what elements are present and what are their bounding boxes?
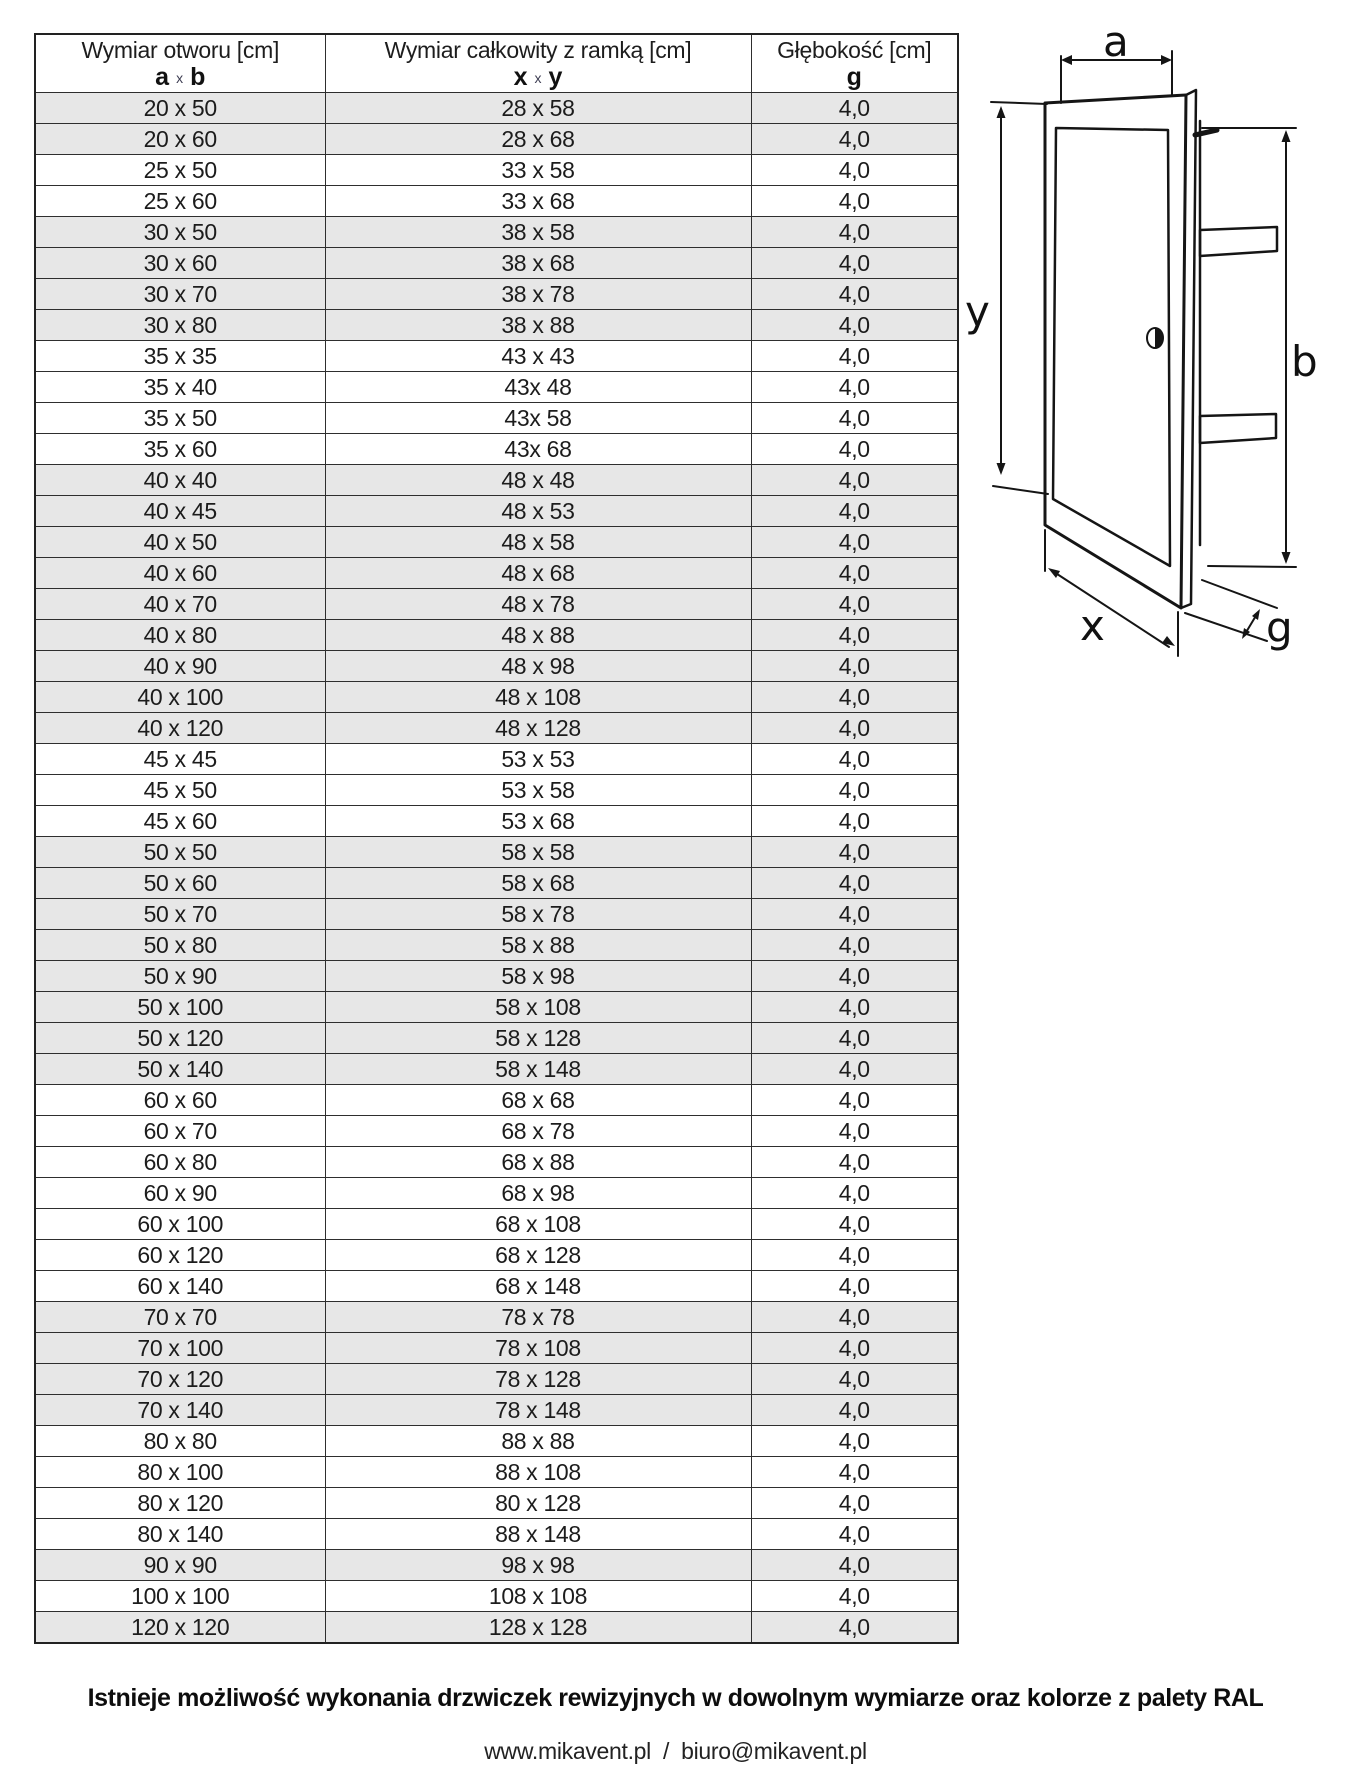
dim-x-line	[1054, 572, 1169, 647]
cell-depth: 4,0	[751, 558, 958, 589]
dim-y-extensions	[991, 102, 1048, 494]
cell-total: 38 x 68	[325, 248, 751, 279]
table-row	[35, 527, 958, 558]
cell-depth: 4,0	[751, 341, 958, 372]
cell-total: 48 x 98	[325, 651, 751, 682]
cell-depth: 4,0	[751, 93, 958, 124]
table-header	[35, 34, 958, 93]
table-row	[35, 806, 958, 837]
table-row	[35, 341, 958, 372]
table-row	[35, 992, 958, 1023]
cell-depth: 4,0	[751, 744, 958, 775]
arrowhead	[1061, 55, 1072, 65]
cell-depth: 4,0	[751, 651, 958, 682]
cell-total: 43 x 43	[325, 341, 751, 372]
cell-total: 78 x 128	[325, 1364, 751, 1395]
cell-depth: 4,0	[751, 1395, 958, 1426]
cell-depth: 4,0	[751, 1271, 958, 1302]
table-body	[35, 93, 958, 1644]
cell-opening: 40 x 70	[35, 589, 325, 620]
cell-total: 38 x 58	[325, 217, 751, 248]
latch-tab-top	[1200, 227, 1277, 256]
cell-opening: 70 x 140	[35, 1395, 325, 1426]
table-row	[35, 868, 958, 899]
cell-depth: 4,0	[751, 837, 958, 868]
cell-total: 48 x 88	[325, 620, 751, 651]
cell-depth: 4,0	[751, 1116, 958, 1147]
cell-opening: 40 x 120	[35, 713, 325, 744]
cell-total: 98 x 98	[325, 1550, 751, 1581]
cell-total: 28 x 58	[325, 93, 751, 124]
cell-total: 33 x 68	[325, 186, 751, 217]
cell-depth: 4,0	[751, 372, 958, 403]
cell-depth: 4,0	[751, 155, 958, 186]
table-row	[35, 775, 958, 806]
dim-letter-b: b	[190, 63, 206, 91]
cell-depth: 4,0	[751, 1519, 958, 1550]
dim-g-extensions	[1185, 580, 1277, 641]
cell-opening: 80 x 140	[35, 1519, 325, 1550]
cell-opening: 45 x 45	[35, 744, 325, 775]
cell-depth: 4,0	[751, 1085, 958, 1116]
table-row	[35, 930, 958, 961]
cell-total: 68 x 88	[325, 1147, 751, 1178]
latch-tab-bottom	[1200, 414, 1276, 443]
table-row	[35, 589, 958, 620]
cell-total: 68 x 148	[325, 1271, 751, 1302]
cell-opening: 50 x 120	[35, 1023, 325, 1054]
dim-x-label: x	[1080, 601, 1105, 650]
cell-total: 58 x 68	[325, 868, 751, 899]
cell-depth: 4,0	[751, 496, 958, 527]
cell-opening: 70 x 70	[35, 1302, 325, 1333]
cell-depth: 4,0	[751, 1581, 958, 1612]
cell-total: 48 x 128	[325, 713, 751, 744]
cell-depth: 4,0	[751, 434, 958, 465]
table-row	[35, 1333, 958, 1364]
table-row	[35, 1426, 958, 1457]
separator: /	[662, 1738, 670, 1764]
cell-total: 48 x 58	[325, 527, 751, 558]
cell-total: 38 x 78	[325, 279, 751, 310]
table-row	[35, 155, 958, 186]
table-row	[35, 1054, 958, 1085]
cell-opening: 70 x 100	[35, 1333, 325, 1364]
cell-total: 48 x 48	[325, 465, 751, 496]
table-row	[35, 1147, 958, 1178]
table-row	[35, 279, 958, 310]
dimensions-table	[34, 33, 959, 1644]
dim-g-label: g	[1266, 603, 1293, 652]
cell-total: 48 x 78	[325, 589, 751, 620]
table-row	[35, 1457, 958, 1488]
table-row	[35, 682, 958, 713]
dim-letter-g: g	[846, 63, 862, 91]
cell-opening: 40 x 45	[35, 496, 325, 527]
cell-opening: 25 x 60	[35, 186, 325, 217]
cell-total: 53 x 68	[325, 806, 751, 837]
table-row	[35, 1550, 958, 1581]
table-row	[35, 1116, 958, 1147]
cell-total: 68 x 68	[325, 1085, 751, 1116]
table-row	[35, 1178, 958, 1209]
cell-depth: 4,0	[751, 217, 958, 248]
cell-opening: 25 x 50	[35, 155, 325, 186]
cell-opening: 45 x 50	[35, 775, 325, 806]
arrowhead	[997, 106, 1006, 118]
cell-total: 38 x 88	[325, 310, 751, 341]
cell-opening: 50 x 100	[35, 992, 325, 1023]
table-row	[35, 1085, 958, 1116]
cell-opening: 50 x 70	[35, 899, 325, 930]
cell-depth: 4,0	[751, 775, 958, 806]
table-row	[35, 1240, 958, 1271]
table-row	[35, 1364, 958, 1395]
table-row	[35, 310, 958, 341]
cell-total: 68 x 78	[325, 1116, 751, 1147]
cell-depth: 4,0	[751, 186, 958, 217]
table-row	[35, 465, 958, 496]
cell-opening: 30 x 50	[35, 217, 325, 248]
cell-depth: 4,0	[751, 248, 958, 279]
cell-total: 43x 68	[325, 434, 751, 465]
arrowhead	[1242, 628, 1250, 639]
cell-depth: 4,0	[751, 1054, 958, 1085]
table-row	[35, 1023, 958, 1054]
times-symbol: x	[534, 70, 542, 86]
door-frame-outline	[1045, 95, 1186, 608]
cell-total: 48 x 53	[325, 496, 751, 527]
table-row	[35, 837, 958, 868]
cell-opening: 20 x 50	[35, 93, 325, 124]
email-link[interactable]: biuro@mikavent.pl	[681, 1738, 867, 1764]
cell-opening: 40 x 60	[35, 558, 325, 589]
cell-depth: 4,0	[751, 124, 958, 155]
table-row	[35, 186, 958, 217]
cell-total: 58 x 98	[325, 961, 751, 992]
arrowhead	[997, 463, 1006, 475]
table-row	[35, 1209, 958, 1240]
cell-depth: 4,0	[751, 1023, 958, 1054]
cell-opening: 60 x 80	[35, 1147, 325, 1178]
cell-opening: 35 x 40	[35, 372, 325, 403]
cell-opening: 80 x 80	[35, 1426, 325, 1457]
column-title: Wymiar otworu [cm]	[81, 37, 280, 63]
cell-depth: 4,0	[751, 279, 958, 310]
cell-total: 43x 58	[325, 403, 751, 434]
cell-total: 28 x 68	[325, 124, 751, 155]
cell-opening: 120 x 120	[35, 1612, 325, 1644]
cell-total: 48 x 108	[325, 682, 751, 713]
dim-a-label: a	[1103, 18, 1129, 66]
cell-total: 78 x 78	[325, 1302, 751, 1333]
cell-depth: 4,0	[751, 992, 958, 1023]
cell-total: 58 x 128	[325, 1023, 751, 1054]
cell-total: 108 x 108	[325, 1581, 751, 1612]
table-row	[35, 1488, 958, 1519]
cell-opening: 70 x 120	[35, 1364, 325, 1395]
cell-opening: 50 x 60	[35, 868, 325, 899]
dim-letter-y: y	[548, 63, 563, 91]
cell-opening: 30 x 80	[35, 310, 325, 341]
cell-depth: 4,0	[751, 868, 958, 899]
table-row	[35, 1581, 958, 1612]
cell-total: 68 x 98	[325, 1178, 751, 1209]
times-symbol: x	[176, 70, 184, 86]
cell-total: 58 x 108	[325, 992, 751, 1023]
cell-depth: 4,0	[751, 527, 958, 558]
arrowhead	[1282, 552, 1291, 564]
table-row	[35, 961, 958, 992]
cell-depth: 4,0	[751, 620, 958, 651]
cell-total: 78 x 108	[325, 1333, 751, 1364]
table-row	[35, 1519, 958, 1550]
table-row	[35, 899, 958, 930]
cell-total: 58 x 58	[325, 837, 751, 868]
table-row	[35, 434, 958, 465]
cell-total: 58 x 78	[325, 899, 751, 930]
website-link[interactable]: www.mikavent.pl	[484, 1738, 651, 1764]
column-header-opening	[35, 34, 325, 93]
cell-depth: 4,0	[751, 1364, 958, 1395]
table-row	[35, 496, 958, 527]
table-row	[35, 651, 958, 682]
cell-depth: 4,0	[751, 1209, 958, 1240]
technical-diagram	[858, 18, 1351, 663]
cell-total: 68 x 128	[325, 1240, 751, 1271]
cell-opening: 90 x 90	[35, 1550, 325, 1581]
cell-total: 33 x 58	[325, 155, 751, 186]
table-row	[35, 620, 958, 651]
cell-depth: 4,0	[751, 1612, 958, 1644]
cell-opening: 60 x 100	[35, 1209, 325, 1240]
arrowhead	[1282, 130, 1291, 142]
cell-depth: 4,0	[751, 310, 958, 341]
column-subtitle	[36, 64, 325, 92]
arrowhead	[1252, 609, 1260, 620]
cell-opening: 50 x 90	[35, 961, 325, 992]
cell-opening: 60 x 90	[35, 1178, 325, 1209]
cell-depth: 4,0	[751, 1240, 958, 1271]
cell-opening: 60 x 60	[35, 1085, 325, 1116]
cell-total: 88 x 108	[325, 1457, 751, 1488]
cell-total: 68 x 108	[325, 1209, 751, 1240]
cell-opening: 60 x 70	[35, 1116, 325, 1147]
cell-total: 78 x 148	[325, 1395, 751, 1426]
cell-opening: 30 x 70	[35, 279, 325, 310]
cell-opening: 100 x 100	[35, 1581, 325, 1612]
cell-opening: 40 x 100	[35, 682, 325, 713]
arrowhead	[1048, 568, 1060, 578]
column-title: Wymiar całkowity z ramką [cm]	[384, 37, 692, 63]
cell-total: 43x 48	[325, 372, 751, 403]
custom-size-note: Istnieje możliwość wykonania drzwiczek rewizyjnych w dowolnym wymiarze oraz kolorze z palety RAL	[87, 1684, 1264, 1712]
table-row	[35, 713, 958, 744]
dim-letter-x: x	[513, 63, 528, 91]
cell-depth: 4,0	[751, 465, 958, 496]
cell-opening: 40 x 90	[35, 651, 325, 682]
dim-y-label: y	[965, 287, 990, 336]
contact-line	[0, 1738, 1351, 1765]
cell-total: 48 x 68	[325, 558, 751, 589]
dim-letter-a: a	[155, 63, 170, 91]
table-row	[35, 372, 958, 403]
table-row	[35, 124, 958, 155]
table-row	[35, 403, 958, 434]
table-row	[35, 217, 958, 248]
cell-depth: 4,0	[751, 1302, 958, 1333]
cell-depth: 4,0	[751, 403, 958, 434]
cell-depth: 4,0	[751, 1457, 958, 1488]
cell-total: 80 x 128	[325, 1488, 751, 1519]
table-row	[35, 248, 958, 279]
cell-depth: 4,0	[751, 1333, 958, 1364]
table-row	[35, 93, 958, 124]
cell-total: 53 x 58	[325, 775, 751, 806]
cell-opening: 30 x 60	[35, 248, 325, 279]
cell-total: 128 x 128	[325, 1612, 751, 1644]
table-row	[35, 558, 958, 589]
cell-opening: 40 x 40	[35, 465, 325, 496]
latch-lever	[1195, 130, 1217, 135]
table-row	[35, 1395, 958, 1426]
cell-depth: 4,0	[751, 1178, 958, 1209]
cell-opening: 40 x 50	[35, 527, 325, 558]
dim-b-extensions	[1202, 128, 1296, 567]
cell-opening: 35 x 60	[35, 434, 325, 465]
cell-opening: 40 x 80	[35, 620, 325, 651]
cell-total: 88 x 88	[325, 1426, 751, 1457]
table-row	[35, 1271, 958, 1302]
cell-opening: 80 x 100	[35, 1457, 325, 1488]
cell-depth: 4,0	[751, 961, 958, 992]
column-header-total	[325, 34, 751, 93]
cell-opening: 50 x 50	[35, 837, 325, 868]
cell-opening: 80 x 120	[35, 1488, 325, 1519]
cell-opening: 50 x 80	[35, 930, 325, 961]
dim-b-label: b	[1291, 337, 1318, 386]
cell-depth: 4,0	[751, 1426, 958, 1457]
arrowhead	[1161, 55, 1172, 65]
cell-depth: 4,0	[751, 899, 958, 930]
table-row	[35, 744, 958, 775]
cell-total: 53 x 53	[325, 744, 751, 775]
cell-depth: 4,0	[751, 930, 958, 961]
cell-depth: 4,0	[751, 1488, 958, 1519]
cell-opening: 45 x 60	[35, 806, 325, 837]
cell-depth: 4,0	[751, 682, 958, 713]
cell-depth: 4,0	[751, 589, 958, 620]
cell-opening: 50 x 140	[35, 1054, 325, 1085]
cell-depth: 4,0	[751, 1550, 958, 1581]
cell-total: 58 x 88	[325, 930, 751, 961]
table-row	[35, 1302, 958, 1333]
cell-depth: 4,0	[751, 806, 958, 837]
cell-opening: 35 x 50	[35, 403, 325, 434]
cell-depth: 4,0	[751, 713, 958, 744]
cell-total: 58 x 148	[325, 1054, 751, 1085]
column-subtitle	[326, 64, 751, 92]
column-title: Głębokość [cm]	[777, 37, 932, 63]
cell-opening: 60 x 140	[35, 1271, 325, 1302]
cell-depth: 4,0	[751, 1147, 958, 1178]
cell-opening: 60 x 120	[35, 1240, 325, 1271]
cell-opening: 35 x 35	[35, 341, 325, 372]
table-row	[35, 1612, 958, 1644]
cell-total: 88 x 148	[325, 1519, 751, 1550]
cell-opening: 20 x 60	[35, 124, 325, 155]
